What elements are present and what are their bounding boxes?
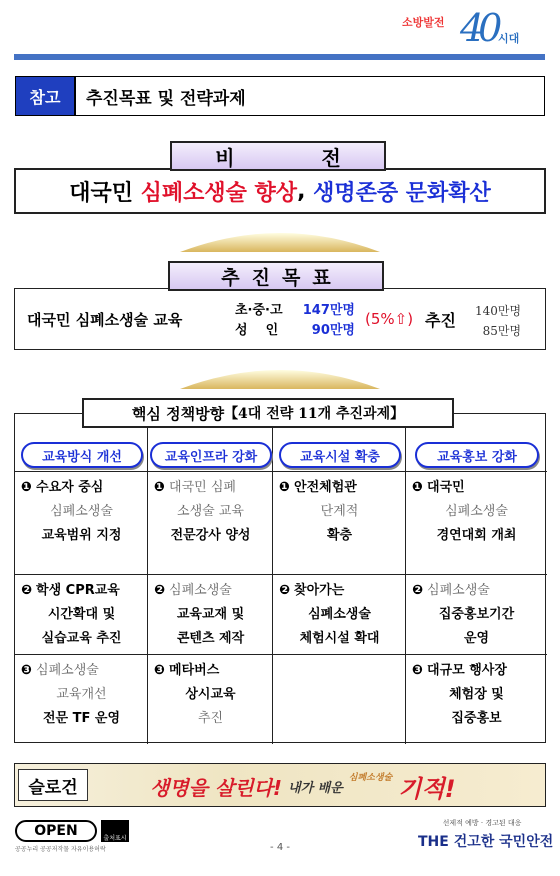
task-number-marker: ❷	[154, 583, 166, 598]
task-line2: 심폐소생술	[50, 504, 113, 519]
logo-line2: 시대	[498, 32, 520, 45]
policy-table	[14, 413, 546, 743]
policy-task-cell	[273, 655, 406, 744]
slogan-part1: 생명을 살린다!	[150, 775, 283, 800]
task-number-marker: ❷	[21, 583, 33, 598]
task-number-marker: ❸	[21, 663, 33, 678]
task-line2: 단계적	[320, 504, 359, 519]
task-line2: 상시교육	[185, 687, 236, 702]
task-line1: 찾아가는	[294, 583, 345, 598]
strategy-header: 교육방식 개선	[21, 442, 143, 468]
policy-task-cell	[15, 575, 148, 655]
policy-task	[21, 476, 142, 548]
task-line1: 심폐소생술	[36, 663, 99, 678]
task-number-marker: ❶	[279, 480, 291, 495]
task-line3: 실습교육 추진	[41, 631, 122, 646]
policy-title	[82, 398, 454, 428]
policy-task	[21, 579, 142, 651]
policy-task-cell	[406, 655, 547, 744]
task-number-marker: ❶	[154, 480, 166, 495]
policy-task	[412, 659, 541, 731]
goal-prev1: 140만명	[475, 304, 522, 318]
task-line1: 대국민	[427, 480, 465, 495]
policy-task-cell	[406, 575, 547, 655]
goal-suffix: 추진	[425, 311, 456, 330]
slogan-small: 심폐소생술	[348, 772, 393, 783]
up-arrow-icon	[180, 220, 380, 252]
task-line2: 교육교재 및	[176, 607, 245, 622]
task-line3: 확충	[326, 528, 353, 543]
vision-part1: 대국민	[69, 180, 133, 206]
slogan-part3: 기적!	[398, 774, 456, 803]
task-line2: 집중홍보기간	[438, 607, 515, 622]
task-line3: 전문 TF 운영	[42, 711, 121, 726]
policy-task	[412, 476, 541, 548]
task-line1: 심폐소생술	[169, 583, 232, 598]
goal-increase: (5%⇧)	[365, 310, 414, 328]
goal-row1-value: 147만명	[302, 303, 355, 318]
policy-task-cell	[148, 655, 273, 744]
policy-task	[154, 659, 267, 731]
task-number-marker: ❷	[412, 583, 424, 598]
vision-part4: 생명존중 문화확산	[313, 180, 491, 206]
policy-task-cell	[15, 655, 148, 744]
policy-task-cell	[273, 472, 406, 575]
slogan-label: 슬로건	[18, 769, 88, 801]
policy-task	[21, 659, 142, 731]
task-line1: 대국민 심폐	[169, 480, 236, 495]
ministry-logo	[418, 818, 554, 854]
task-line1: 수요자 중심	[36, 480, 104, 495]
task-line3: 전문강사 양성	[170, 528, 251, 543]
policy-task	[279, 579, 400, 651]
task-line1: 메타버스	[169, 663, 220, 678]
policy-task-cell	[273, 575, 406, 655]
goal-values	[299, 301, 355, 341]
task-number-marker: ❸	[412, 663, 424, 678]
task-line2: 소생술 교육	[177, 504, 244, 519]
task-line2: 시간확대 및	[47, 607, 116, 622]
policy-task	[279, 476, 400, 548]
logo-number: 40	[460, 6, 497, 50]
strategy-header: 교육시설 확충	[279, 442, 401, 468]
task-number-marker: ❸	[154, 663, 166, 678]
open-license-logo	[15, 820, 141, 852]
open-sub: 공공누리 공공저작물 자유이용허락	[15, 846, 106, 853]
ministry-tag: 선제적 예방 · 경고된 대응	[442, 819, 522, 827]
policy-title-bold: 핵심 정책방향	[131, 404, 225, 423]
anniversary-logo	[402, 8, 542, 52]
open-badge: 출처표시	[101, 820, 129, 842]
task-line2: 심폐소생술	[445, 504, 508, 519]
policy-task-cell	[15, 472, 148, 575]
policy-task-cell	[148, 472, 273, 575]
task-line1: 안전체험관	[294, 480, 357, 495]
task-line1: 학생 CPR교육	[36, 583, 120, 598]
goal-row1-group: 초·중·고	[235, 303, 283, 318]
goal-row2-group: 성 인	[235, 323, 279, 338]
policy-task	[154, 476, 267, 548]
policy-task-cell	[148, 575, 273, 655]
task-line2: 교육개선	[56, 687, 107, 702]
task-line3: 교육범위 지정	[41, 528, 122, 543]
task-line1: 심폐소생술	[427, 583, 490, 598]
task-number-marker: ❷	[279, 583, 291, 598]
vision-part2: 심폐소생술 향상	[140, 180, 298, 206]
ministry-text: THE 건고한 국민안전	[418, 834, 554, 850]
goal-prefix: 대국민 심폐소생술 교육	[27, 311, 183, 329]
vision-label: 비 전	[170, 141, 386, 171]
policy-task	[154, 579, 267, 651]
task-number-marker: ❶	[21, 480, 33, 495]
task-line3: 운영	[463, 631, 490, 646]
policy-title-rest: 【4대 전략 11개 추진과제】	[224, 406, 405, 422]
header-rule	[14, 54, 545, 60]
policy-task	[412, 579, 541, 651]
task-line3: 추진	[197, 711, 224, 726]
goal-prev2: 85만명	[482, 324, 522, 338]
task-line2: 심폐소생술	[308, 607, 371, 622]
policy-task-cell	[406, 472, 547, 575]
slogan-part2: 내가 배운	[288, 780, 343, 796]
page-title: 추진목표 및 전략과제	[75, 76, 545, 116]
up-arrow-icon	[180, 357, 380, 389]
slogan-text	[150, 768, 540, 804]
task-line3: 경연대회 개최	[436, 528, 517, 543]
strategy-header: 교육인프라 강화	[150, 442, 272, 468]
logo-line1: 소방발전	[402, 16, 445, 29]
task-number-marker: ❶	[412, 480, 424, 495]
strategy-header: 교육홍보 강화	[415, 442, 539, 468]
goal-row2-value: 90만명	[311, 323, 355, 338]
goal-groups	[235, 301, 283, 341]
task-line3: 체험시설 확대	[299, 631, 380, 646]
page-number: - 4 -	[270, 842, 290, 853]
vision-part3: ,	[297, 178, 306, 204]
goal-label: 추진목표	[168, 261, 384, 291]
vision-statement	[14, 168, 546, 214]
open-text: OPEN	[15, 820, 97, 842]
reference-tag: 참고	[15, 76, 75, 116]
goal-box	[14, 288, 546, 350]
goal-previous	[475, 301, 521, 341]
task-line3: 집중홍보	[451, 711, 502, 726]
task-line2: 체험장 및	[449, 687, 504, 702]
task-line1: 대규모 행사장	[427, 663, 507, 678]
task-line3: 콘텐츠 제작	[176, 631, 245, 646]
